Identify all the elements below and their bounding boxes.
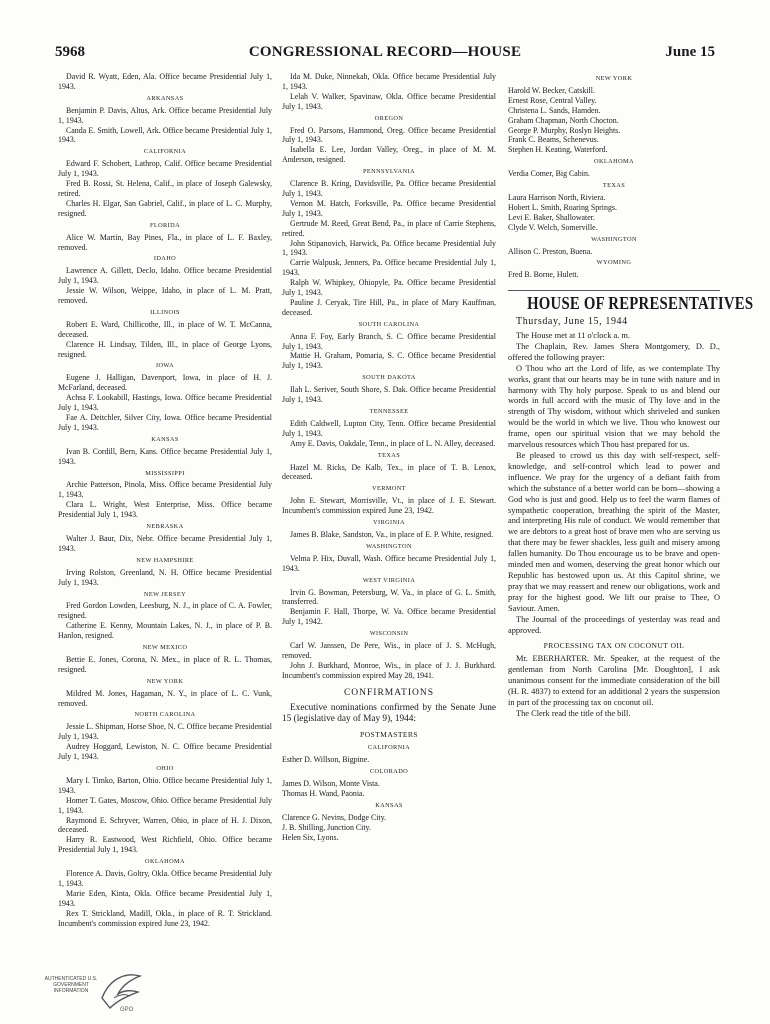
entry: Irving Rolston, Greenland, N. H. Office became Presidential July 1, 1943. [58, 567, 272, 587]
authentication-stamp [36, 968, 146, 1014]
nominee-line: Laura Harrison North, Riviera. [508, 192, 606, 202]
state-heading: PENNSYLVANIA [362, 168, 416, 176]
entry: Bettie E. Jones, Corona, N. Mex., in place of R. L. Thomas, resigned. [58, 654, 272, 674]
entry: David R. Wyatt, Eden, Ala. Office became Presidential July 1, 1943. [58, 72, 272, 91]
text-column-2 [282, 72, 496, 842]
entry: Carrie Walpusk, Jenners, Pa. Office became Presidential July 1, 1943. [282, 258, 496, 278]
state-heading: KANSAS [375, 801, 403, 809]
nominee-line: Clyde V. Welch, Somerville. [508, 222, 598, 232]
entry: Velma P. Hix, Duvall, Wash. Office became Presidential July 1, 1943. [282, 553, 496, 573]
page-date: June 15 [665, 44, 715, 60]
paragraph: The Clerk read the title of the bill. [516, 708, 631, 718]
paragraph: The Journal of the proceedings of yesterday was read and approved. [508, 614, 720, 635]
entry: Hazel M. Ricks, De Kalb, Tex., in place of T. B. Lenox, deceased. [282, 462, 496, 482]
gpo-eagle-logo [96, 968, 146, 1014]
entry: James B. Blake, Sandston, Va., in place of E. P. White, resigned. [290, 529, 494, 539]
state-heading: WISCONSIN [369, 630, 409, 638]
state-heading: MISSISSIPPI [145, 469, 185, 477]
entry: Amy E. Davis, Oakdale, Tenn., in place of L. N. Alley, deceased. [290, 438, 496, 448]
entry: Isabella E. Lee, Jordan Valley, Oreg., in place of M. M. Anderson, resigned. [282, 145, 496, 165]
paragraph: The Chaplain, Rev. James Shera Montgomery, D. D., offered the following prayer: [508, 341, 720, 362]
state-heading: IOWA [155, 362, 175, 370]
entry: Harry R. Eastwood, West Richfield, Ohio. Office became Presidential July 1, 1943. [58, 835, 272, 855]
state-heading: NEW HAMPSHIRE [136, 556, 194, 564]
nominee-line: Ernest Rose, Central Valley. [508, 95, 597, 105]
nominee-line: Helen Six, Lyons. [282, 832, 339, 842]
nominee-line: Levi E. Baker, Shallowater. [508, 212, 595, 222]
state-heading: VIRGINIA [373, 519, 405, 527]
nominee-line: Esther D. Willson, Bigpine. [282, 755, 370, 765]
nominee-line: Allison C. Preston, Buena. [508, 246, 593, 256]
entry: Benjamin P. Davis, Altus, Ark. Office became Presidential July 1, 1943. [58, 105, 272, 125]
entry: Catherine E. Kenny, Mountain Lakes, N. J., in place of P. B. Hanlon, resigned. [58, 621, 272, 641]
paragraph: O Thou who art the Lord of life, as we contemplate Thy works, grant that our hearts may be in tune with nature and in harmony with Thy holy purpose. Speak to us and blend our words in full accord with the music of Thy love and in the strength of Thy wisdom, without which shriveled and sunken would be the world in which we live. Thou who knowest our frame, open our spiritual vision that we may behold the marvelous resources which Thou hast prepared for us. [508, 363, 720, 450]
entry: Gertrude M. Reed, Great Bend, Pa., in place of Carrie Stephens, retired. [282, 218, 496, 238]
state-heading: WASHINGTON [591, 235, 637, 243]
entry: Anna F. Foy, Early Branch, S. C. Office became Presidential July 1, 1943. [282, 331, 496, 351]
entry: Homer T. Gates, Moscow, Ohio. Office became Presidential July 1, 1943. [58, 795, 272, 815]
entry: Fred B. Rossi, St. Helena, Calif., in place of Joseph Galewsky, retired. [58, 179, 272, 198]
state-heading: TENNESSEE [369, 408, 409, 415]
entry: Archie Patterson, Pinola, Miss. Office became Presidential July 1, 1943. [58, 480, 272, 500]
entry: Mary I. Timko, Barton, Ohio. Office became Presidential July 1, 1943. [58, 775, 272, 795]
entry: Jessie W. Wilson, Weippe, Idaho, in place of L. M. Pratt, removed. [58, 286, 272, 306]
section-caption: PROCESSING TAX ON COCONUT OIL [543, 641, 685, 651]
entry: Irvin G. Bowman, Petersburg, W. Va., in place of G. L. Smith, transferred. [282, 587, 496, 607]
entry: Jessie L. Shipman, Horse Shoe, N. C. Office became Presidential July 1, 1943. [58, 722, 272, 742]
nominee-line: Christena L. Sands, Hamden. [508, 105, 601, 115]
state-heading: OREGON [374, 114, 404, 122]
state-heading: TEXAS [602, 182, 626, 190]
section-title: CONFIRMATIONS [343, 687, 435, 698]
entry: Edward F. Schobert, Lathrop, Calif. Office became Presidential July 1, 1943. [58, 159, 272, 179]
entry: John Stipanovich, Harwick, Pa. Office became Presidential July 1, 1943. [282, 238, 496, 258]
state-heading: NEW JERSEY [143, 590, 187, 598]
state-heading: NEW YORK [146, 677, 184, 685]
entry: Alice W. Martin, Bay Pines, Fla., in place of L. F. Baxley, removed. [58, 232, 272, 252]
state-heading: OKLAHOMA [594, 158, 634, 166]
confirmations-intro: Executive nominations confirmed by the Senate June 15 (legislative day of May 9), 1944: [282, 702, 496, 724]
state-heading: NEW YORK [595, 75, 633, 82]
state-heading: NEBRASKA [146, 523, 184, 531]
state-heading: TEXAS [377, 451, 401, 459]
entry: Audrey Hoggard, Lewiston, N. C. Office became Presidential July 1, 1943. [58, 742, 272, 762]
page-header [55, 44, 715, 66]
section-divider [508, 290, 720, 291]
session-date: Thursday, June 15, 1944 [516, 316, 628, 328]
paragraph: Mr. EBERHARTER. Mr. Speaker, at the request of the gentleman from North Carolina [Mr. Doughton], I ask unanimous consent for the immediate consideration of the bill (H. R. 4837) to extend for an additional 2 years the suspension in part of the processing tax on coconut oil. [508, 654, 720, 707]
entry: Walter J. Baur, Dix, Nebr. Office became Presidential July 1, 1943. [58, 533, 272, 553]
entry: Fred O. Parsons, Hammond, Oreg. Office became Presidential July 1, 1943. [282, 125, 496, 145]
entry: Benjamin F. Hall, Thorpe, W. Va. Office became Presidential July 1, 1942. [282, 607, 496, 627]
entry: Lawrence A. Gillett, Declo, Idaho. Office became Presidential July 1, 1943. [58, 266, 272, 286]
state-heading: WEST VIRGINIA [362, 576, 416, 584]
entry: Ida M. Duke, Ninnekah, Okla. Office became Presidential July 1, 1943. [282, 72, 496, 91]
page-title: CONGRESSIONAL RECORD—HOUSE [248, 44, 522, 60]
entry: John J. Burkhard, Monroe, Wis., in place of J. J. Burkhard. Incumbent's commission expired May 28, 1941. [282, 660, 496, 680]
state-heading: SOUTH DAKOTA [362, 374, 416, 382]
entry: Pauline J. Ceryak, Tire Hill, Pa., in place of Mary Kauffman, deceased. [282, 297, 496, 317]
entry: Clarence B. Kring, Davidsville, Pa. Office became Presidential July 1, 1943. [282, 179, 496, 198]
entry: Canda E. Smith, Lowell, Ark. Office became Presidential July 1, 1943. [58, 125, 272, 145]
entry: Fae A. Deitchler, Silver City, Iowa. Office became Presidential July 1, 1943. [58, 413, 272, 432]
gpo-mark: GPO [120, 1007, 134, 1013]
entry: Rex T. Strickland, Madill, Okla., in place of R. T. Strickland. Incumbent's commission expired June 23, 1942. [58, 908, 272, 928]
state-heading: VERMONT [372, 485, 406, 493]
state-heading: IDAHO [153, 255, 177, 263]
entry: Charles H. Elgar, San Gabriel, Calif., in place of L. C. Murphy, resigned. [58, 198, 272, 218]
text-column-3 [508, 72, 754, 720]
page-number: 5968 [55, 44, 85, 60]
entry: Clarence H. Lindsay, Tilden, Ill., in place of George Lyons, resigned. [58, 339, 272, 359]
text-column-1 [58, 72, 272, 929]
nominee-line: Hobert L. Smith, Roaring Springs. [508, 202, 617, 212]
entry: Mattie H. Graham, Pomaria, S. C. Office became Presidential July 1, 1943. [282, 351, 496, 371]
entry: Eugene J. Halligan, Davenport, Iowa, in place of H. J. McFarland, deceased. [58, 373, 272, 393]
state-heading: KANSAS [151, 435, 179, 443]
house-title: HOUSE OF REPRESENTATIVES [527, 293, 754, 314]
nominee-line: James D. Wilson, Monte Vista. [282, 779, 380, 788]
entry: Ivan B. Cordill, Bern, Kans. Office became Presidential July 1, 1943. [58, 446, 272, 466]
paragraph: Be pleased to crowd us this day with self-respect, self-knowledge, and self-control which lead to power and influence. We pray for the urgency of a defiant faith from which the substance of a better world can be born—showing a God who is just and good. Help us to feel the warm flames of sympathetic cooperation, breathing the spirit of the Master, and interpreting His rule of conduct. We would remember that we are debtors to a great host of brave men who are serving us that there may be fewer shackles, less guilt and misery among fallen humanity. Do Thou encourage us to be brave and open-minded men and women, deserving the great honor which our Republic has bestowed upon us. At this Capitol shrine, we pray that we may reassert and renew our obligations, work and pray for the highest good. We lift our praise to Thee, O Saviour. Amen. [508, 451, 720, 613]
entry: Clara L. Wright, West Enterprise, Miss. Office became Presidential July 1, 1943. [58, 500, 272, 520]
nominee-line: Fred B. Borne, Hulett. [508, 270, 579, 280]
entry: Lelah V. Walker, Spavinaw, Okla. Office became Presidential July 1, 1943. [282, 91, 496, 111]
state-heading: NEW MEXICO [142, 644, 188, 652]
state-heading: SOUTH CAROLINA [358, 320, 420, 328]
entry: Mildred M. Jones, Hagaman, N. Y., in place of L. C. Vunk, removed. [58, 688, 272, 708]
entry: Florence A. Davis, Goltry, Okla. Office became Presidential July 1, 1943. [58, 869, 272, 888]
entry: Edith Caldwell, Lupton City, Tenn. Office became Presidential July 1, 1943. [282, 418, 496, 438]
state-heading: WYOMING [596, 259, 632, 267]
state-heading: ILLINOIS [150, 308, 180, 316]
state-heading: CALIFORNIA [367, 744, 411, 752]
nominee-line: J. B. Shilling, Junction City. [282, 822, 371, 832]
entry: John E. Stewart, Morrisville, Vt., in place of J. E. Stewart. Incumbent's commission expired June 23, 1942. [282, 496, 496, 516]
state-heading: FLORIDA [149, 221, 181, 229]
nominee-line: Graham Chapman, North Chocton. [508, 115, 619, 125]
paragraph: The House met at 11 o'clock a. m. [516, 331, 630, 341]
entry: Carl W. Janssen, De Pere, Wis., in place of J. S. McHugh, removed. [282, 641, 496, 660]
section-caption: POSTMASTERS [360, 730, 418, 740]
state-heading: ARKANSAS [146, 94, 184, 102]
entry: Marie Eden, Kinta, Okla. Office became Presidential July 1, 1943. [58, 888, 272, 908]
entry: Achsa F. Lookabill, Hastings, Iowa. Office became Presidential July 1, 1943. [58, 393, 272, 413]
stamp-text: AUTHENTICATED U.S. GOVERNMENT INFORMATION [44, 976, 98, 994]
nominee-line: Stephen H. Keating, Waterford. [508, 145, 608, 155]
state-heading: OKLAHOMA [145, 858, 185, 866]
entry: Raymond E. Schryver, Warren, Ohio, in place of H. J. Dixon, deceased. [58, 815, 272, 835]
entry: Robert E. Ward, Chillicothe, Ill., in place of W. T. McCanna, deceased. [58, 319, 272, 339]
nominee-line: Verdia Comer, Big Cabin. [508, 169, 590, 179]
nominee-line: Harold W. Becker, Catskill. [508, 85, 595, 95]
nominee-line: Frank C. Beams, Schenevus. [508, 135, 599, 145]
state-heading: CALIFORNIA [143, 148, 187, 156]
entry: Ralph W. Whipkey, Ohiopyle, Pa. Office became Presidential July 1, 1943. [282, 278, 496, 298]
state-heading: WASHINGTON [366, 542, 412, 550]
state-heading: COLORADO [369, 768, 409, 776]
state-heading: OHIO [156, 765, 174, 772]
nominee-line: George P. Murphy, Roslyn Heights. [508, 125, 621, 135]
entry: Ilah L. Seriver, South Shore, S. Dak. Office became Presidential July 1, 1943. [282, 385, 496, 405]
entry: Vernon M. Hatch, Forksville, Pa. Office became Presidential July 1, 1943. [282, 198, 496, 218]
state-heading: NORTH CAROLINA [134, 711, 196, 719]
entry: Fred Gordon Lowden, Leesburg, N. J., in place of C. A. Fowler, resigned. [58, 601, 272, 621]
nominee-line: Clarence G. Nevins, Dodge City. [282, 812, 387, 822]
nominee-line: Thomas H. Wand, Paonia. [282, 788, 365, 798]
